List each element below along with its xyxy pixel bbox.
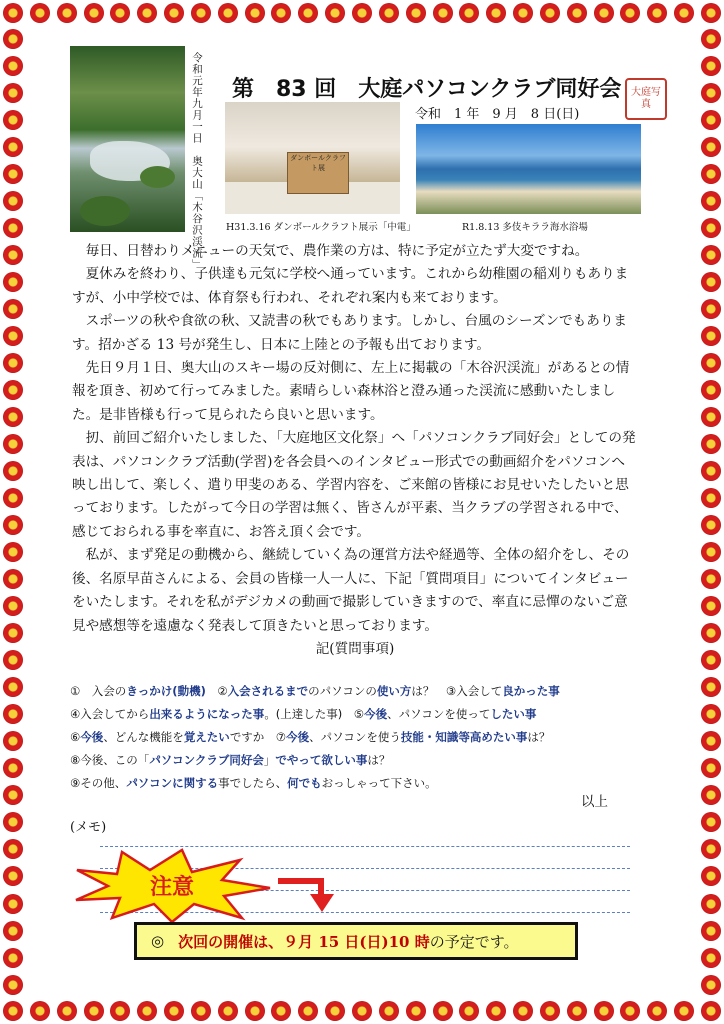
flower-border-icon [701, 704, 721, 724]
flower-border-icon [620, 1001, 640, 1021]
flower-border-icon [701, 380, 721, 400]
flower-border-icon [379, 3, 399, 23]
flower-border-icon [701, 272, 721, 292]
question-line: ⑧今後、この「パソコンクラブ同好会」でやって欲しい事は？ [70, 753, 391, 767]
flower-border-icon [3, 272, 23, 292]
flower-border-icon [3, 191, 23, 211]
beach-photo-caption: R1.8.13 多伎キララ海水浴場 [462, 222, 588, 233]
flower-border-icon [701, 488, 721, 508]
flower-border-icon [701, 137, 721, 157]
flower-border-icon [3, 434, 23, 454]
flower-border-icon [3, 218, 23, 238]
flower-border-icon [701, 650, 721, 670]
cardboard-exhibit-photo [225, 102, 400, 214]
memo-label: (メモ) [70, 820, 107, 835]
flower-border-icon [325, 3, 345, 23]
flower-border-icon [701, 29, 721, 49]
flower-border-icon [701, 407, 721, 427]
bullet-icon: ◎ [151, 932, 165, 950]
notice-text: 次回の開催は、９月 15 日(日)10 時 [178, 932, 430, 951]
flower-border-icon [567, 3, 587, 23]
flower-border-icon [218, 1001, 238, 1021]
flower-border-icon [701, 299, 721, 319]
flower-border-icon [540, 3, 560, 23]
arrow-down-right-icon [278, 870, 348, 916]
flower-border-icon [3, 299, 23, 319]
flower-border-icon [110, 1001, 130, 1021]
flower-border-icon [701, 110, 721, 130]
flower-border-icon [674, 1001, 694, 1021]
notice-suffix: の予定です。 [429, 932, 519, 951]
flower-border-icon [701, 542, 721, 562]
flower-border-icon [701, 758, 721, 778]
flower-border-icon [3, 569, 23, 589]
flower-border-icon [701, 677, 721, 697]
flower-border-icon [486, 3, 506, 23]
issue-date: 令和 1 年 9 月 8 日(日) [415, 107, 580, 122]
flower-border-icon [271, 1001, 291, 1021]
exhibit-box-label: ダンボールクラフト展 [287, 152, 349, 194]
flower-border-icon [352, 1001, 372, 1021]
flower-border-icon [3, 407, 23, 427]
flower-border-icon [352, 3, 372, 23]
flower-border-icon [3, 948, 23, 968]
flower-border-icon [3, 56, 23, 76]
flower-border-icon [701, 975, 721, 995]
flower-border-icon [701, 326, 721, 346]
flower-border-icon [594, 1001, 614, 1021]
flower-border-icon [701, 218, 721, 238]
exhibit-photo-caption: H31.3.16 ダンボールクラフト展示「中電」 [226, 222, 416, 233]
flower-border-icon [164, 3, 184, 23]
flower-border-icon [701, 569, 721, 589]
flower-border-icon [3, 677, 23, 697]
flower-border-icon [3, 894, 23, 914]
flower-border-icon [379, 1001, 399, 1021]
forest-photo-caption: 令和元年九月一日 奥大山「木谷沢渓流」 [191, 52, 203, 271]
flower-border-icon [701, 461, 721, 481]
flower-border-icon [701, 921, 721, 941]
flower-border-icon [3, 488, 23, 508]
flower-border-icon [3, 866, 23, 886]
flower-border-icon [298, 1001, 318, 1021]
beach-photo [416, 124, 641, 214]
flower-border-icon [3, 326, 23, 346]
flower-border-icon [701, 731, 721, 751]
flower-border-icon [57, 1001, 77, 1021]
flower-border-icon [245, 1001, 265, 1021]
paragraph: 毎日、日替わりメニューの天気で、農作業の方は、特に予定が立たず大変ですね。 [85, 243, 589, 259]
flower-border-icon [3, 758, 23, 778]
flower-border-icon [3, 245, 23, 265]
question-line: ① 入会のきっかけ(動機) ②入会されるまでのパソコンの使い方は？ ③入会して良かった事 [70, 684, 560, 698]
flower-border-icon [701, 785, 721, 805]
flower-border-icon [84, 1001, 104, 1021]
paragraph: 夏休みを終わり、子供達も元気に学校へ通っています。これから幼稚園の稲刈りもありますが、小中学校では、体育祭も行われ、それぞれ案内も来ております。 [72, 266, 629, 306]
flower-border-icon [30, 3, 50, 23]
flower-border-icon [3, 785, 23, 805]
seal-stamp: 大庭写真 [625, 78, 667, 120]
border-left [0, 26, 26, 998]
flower-border-icon [3, 542, 23, 562]
question-line: ④入会してから出来るようになった事。(上達した事) ⑤今後、パソコンを使ってしたい事 [70, 707, 537, 721]
flower-border-icon [701, 191, 721, 211]
flower-border-icon [3, 83, 23, 103]
flower-border-icon [701, 948, 721, 968]
flower-border-icon [701, 164, 721, 184]
flower-border-icon [3, 921, 23, 941]
flower-border-icon [647, 1001, 667, 1021]
flower-border-icon [164, 1001, 184, 1021]
flower-border-icon [701, 515, 721, 535]
flower-border-icon [3, 596, 23, 616]
flower-border-icon [3, 164, 23, 184]
questions-list [70, 680, 640, 795]
flower-border-icon [647, 3, 667, 23]
flower-border-icon [110, 3, 130, 23]
memo-line [100, 846, 630, 847]
flower-border-icon [30, 1001, 50, 1021]
border-bottom [0, 998, 724, 1024]
flower-border-icon [701, 56, 721, 76]
flower-border-icon [701, 596, 721, 616]
flower-border-icon [701, 83, 721, 103]
flower-border-icon [84, 3, 104, 23]
flower-border-icon [701, 623, 721, 643]
flower-border-icon [3, 461, 23, 481]
flower-border-icon [3, 704, 23, 724]
next-meeting-notice [134, 922, 578, 960]
forest-stream-photo [70, 46, 185, 232]
flower-border-icon [406, 3, 426, 23]
flower-border-icon [433, 3, 453, 23]
flower-border-icon [406, 1001, 426, 1021]
flower-border-icon [459, 3, 479, 23]
flower-border-icon [3, 812, 23, 832]
flower-border-icon [3, 3, 23, 23]
flower-border-icon [271, 3, 291, 23]
flower-border-icon [3, 29, 23, 49]
attention-burst [72, 848, 272, 923]
flower-border-icon [3, 353, 23, 373]
flower-border-icon [701, 866, 721, 886]
attention-label: 注意 [149, 875, 195, 900]
flower-border-icon [191, 3, 211, 23]
flower-border-icon [701, 434, 721, 454]
flower-border-icon [540, 1001, 560, 1021]
flower-border-icon [620, 3, 640, 23]
flower-border-icon [298, 3, 318, 23]
flower-border-icon [701, 894, 721, 914]
flower-border-icon [191, 1001, 211, 1021]
flower-border-icon [137, 3, 157, 23]
border-right [698, 26, 724, 998]
questions-heading: 記(質問事項) [315, 640, 395, 657]
question-line: ⑨その他、パソコンに関する事でしたら、何でもおっしゃって下さい。 [70, 776, 437, 790]
flower-border-icon [513, 1001, 533, 1021]
flower-border-icon [701, 839, 721, 859]
flower-border-icon [137, 1001, 157, 1021]
question-line: ⑥今後、どんな機能を覚えたいですか ⑦今後、パソコンを使う技能・知識等高めたい事は？ [70, 730, 551, 744]
flower-border-icon [594, 3, 614, 23]
flower-border-icon [433, 1001, 453, 1021]
closing-text: 以上 [581, 794, 608, 810]
flower-border-icon [245, 3, 265, 23]
flower-border-icon [3, 731, 23, 751]
paragraph: スポーツの秋や食欲の秋、又読書の秋でもあります。しかし、台風のシーズンでもあります。招かざる 13 号が発生し、日本に上陸との予報も出ております。 [72, 313, 628, 353]
paragraph: 先日９月１日、奥大山のスキー場の反対側に、左上に掲載の「木谷沢渓流」があるとの情報を頂き、初めて行ってみました。素晴らしい森林浴と澄み通った渓流に感動いたしました。是非皆様も行って見られたら良いと思います。 [72, 360, 630, 423]
flower-border-icon [3, 839, 23, 859]
flower-border-icon [3, 1001, 23, 1021]
flower-border-icon [3, 975, 23, 995]
flower-border-icon [486, 1001, 506, 1021]
flower-border-icon [3, 137, 23, 157]
flower-border-icon [3, 110, 23, 130]
flower-border-icon [3, 623, 23, 643]
paragraph: 私が、まず発足の動機から、継続していく為の運営方法や経過等、全体の紹介をし、その後、名原早苗さんによる、会員の皆様一人一人に、下記「質問項目」についてインタビューをいたします。それを私がデジカメの動画で撮影していきますので、率直に忌憚のないご意見や感想等を遠慮なく発表して頂きたいと思っております。 [72, 547, 630, 634]
flower-border-icon [567, 1001, 587, 1021]
flower-border-icon [3, 380, 23, 400]
flower-border-icon [325, 1001, 345, 1021]
page-title: 第 83 回 大庭パソコンクラブ同好会 [232, 77, 622, 102]
flower-border-icon [3, 515, 23, 535]
flower-border-icon [701, 353, 721, 373]
flower-border-icon [701, 3, 721, 23]
flower-border-icon [674, 3, 694, 23]
body-text [72, 240, 638, 661]
border-top [0, 0, 724, 26]
flower-border-icon [3, 650, 23, 670]
paragraph: 扨、前回ご紹介いたしました、「大庭地区文化祭」へ「パソコンクラブ同好会」としての発表は、パソコンクラブ活動(学習)を各会員へのインタビュー形式での動画紹介をパソコンへ映し出して、楽しく、遣り甲斐のある、学習内容を、ご来館の皆様にお見せいたしたいと思っております。したがって今日の学習は無く、皆さんが平素、当クラブの学習される中で、感じておられる事を率直に、お答え頂く会です。 [72, 430, 636, 540]
flower-border-icon [57, 3, 77, 23]
flower-border-icon [701, 812, 721, 832]
flower-border-icon [513, 3, 533, 23]
flower-border-icon [459, 1001, 479, 1021]
flower-border-icon [701, 245, 721, 265]
flower-border-icon [701, 1001, 721, 1021]
flower-border-icon [218, 3, 238, 23]
